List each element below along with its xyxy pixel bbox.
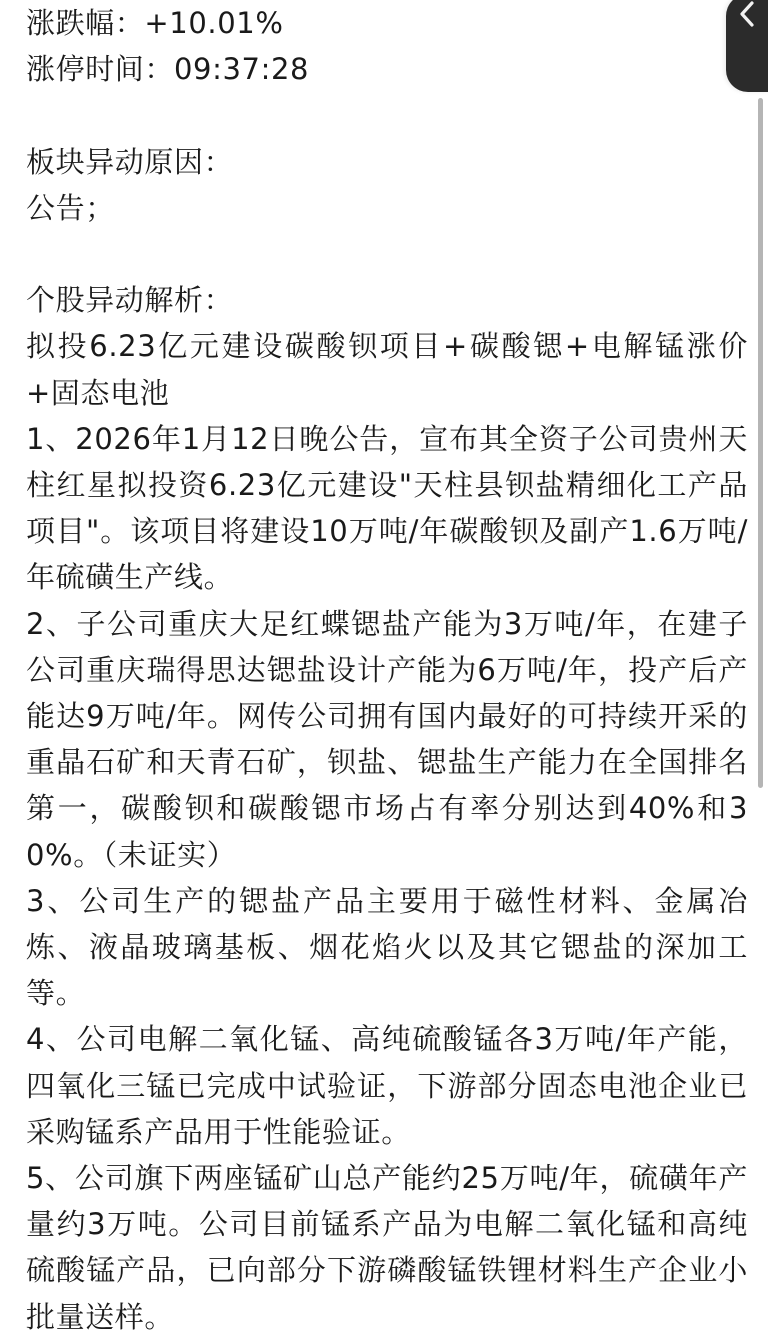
analysis-heading: 个股异动解析： bbox=[26, 283, 234, 318]
article-body bbox=[26, 0, 748, 1340]
blank-line bbox=[26, 92, 748, 138]
analysis-summary: 拟投6.23亿元建设碳酸钡项目+碳酸锶+电解锰涨价+固态电池 bbox=[26, 329, 748, 410]
blank-line bbox=[26, 231, 748, 277]
analysis-point-2: 2、子公司重庆大足红蝶锶盐产能为3万吨/年，在建子公司重庆瑞得思达锶盐设计产能为6万吨/年，投产后产能达9万吨/年。网传公司拥有国内最好的可持续开采的重晶石矿和天青石矿，钡盐、锶盐生产能力在全国排名第一，碳酸钡和碳酸锶市场占有率分别达到40%和30%。（未证实） bbox=[26, 606, 748, 872]
analysis-point-1: 1、2026年1月12日晚公告，宣布其全资子公司贵州天柱红星拟投资6.23亿元建设"天柱县钡盐精细化工产品项目"。该项目将建设10万吨/年碳酸钡及副产1.6万吨/年硫磺生产线。 bbox=[26, 421, 748, 595]
price-change-line: 涨跌幅：+10.01% bbox=[26, 6, 284, 40]
analysis-point-5: 5、公司旗下两座锰矿山总产能约25万吨/年，硫磺年产量约3万吨。公司目前锰系产品为电解二氧化锰和高纯硫酸锰产品，已向部分下游磷酸锰铁锂材料生产企业小批量送样。 bbox=[26, 1161, 748, 1334]
sector-reason: 公告； bbox=[26, 190, 115, 225]
back-button[interactable] bbox=[726, 0, 768, 92]
chevron-left-icon bbox=[737, 0, 757, 34]
analysis-point-4: 4、公司电解二氧化锰、高纯硫酸锰各3万吨/年产能，四氧化三锰已完成中试验证，下游部分固态电池企业已采购锰系产品用于性能验证。 bbox=[26, 1022, 748, 1149]
analysis-point-3: 3、公司生产的锶盐产品主要用于磁性材料、金属冶炼、液晶玻璃基板、烟花焰火以及其它锶盐的深加工等。 bbox=[26, 883, 748, 1011]
limit-up-time-line: 涨停时间：09:37:28 bbox=[26, 52, 310, 87]
sector-heading: 板块异动原因： bbox=[26, 144, 234, 179]
scrollbar[interactable] bbox=[758, 98, 764, 788]
scrollbar-thumb[interactable] bbox=[758, 98, 763, 788]
